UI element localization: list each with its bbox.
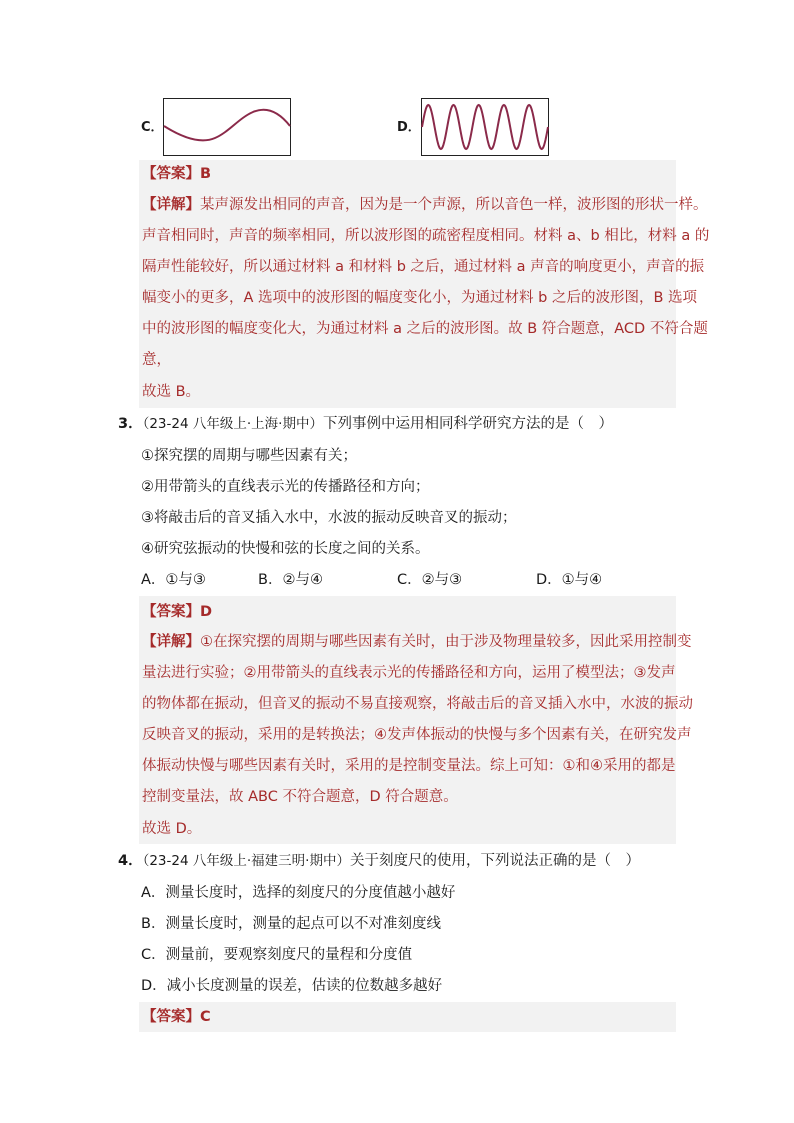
q2-conclusion: 故选 B。 — [142, 384, 201, 400]
q3-item-2: ②用带箭头的直线表示光的传播路径和方向； — [141, 479, 430, 495]
q3-choice-b[interactable]: B．②与④ — [258, 572, 323, 588]
option-d-label: D． — [397, 120, 421, 135]
q4-choice-b[interactable]: B．测量长度时，测量的起点可以不对准刻度线 — [141, 916, 441, 932]
waveform-c-figure — [163, 98, 291, 156]
q3-item-1: ①探究摆的周期与哪些因素有关； — [141, 448, 357, 464]
q3-answer-line — [142, 602, 212, 622]
q3-detail-line-4: 反映音叉的振动，采用的是转换法；④发声体振动的快慢与多个因素有关，在研究发声 — [142, 727, 692, 743]
q2-detail-line-5: 中的波形图的幅度变化大，为通过材料 a 之后的波形图。故 B 符合题意，ACD 不符合题 — [142, 321, 708, 337]
q3-number: 3． — [118, 416, 143, 432]
q2-detail-line-3: 隔声性能较好，所以通过材料 a 和材料 b 之后，通过材料 a 声音的响度更小，声音的振 — [142, 259, 705, 275]
q2-detail-line-1 — [142, 195, 708, 215]
q4-stem — [118, 851, 640, 871]
detail-tag: 【详解】 — [142, 197, 200, 213]
option-c-label: C． — [141, 120, 164, 135]
answer-tag: 【答案】 — [142, 604, 200, 620]
answer-value: B — [200, 166, 212, 182]
q4-source: （23-24 八年级上·福建三明·期中） — [142, 853, 350, 869]
q3-choice-d[interactable]: D．①与④ — [536, 572, 603, 588]
answer-value: D — [200, 604, 213, 620]
q3-source: （23-24 八年级上·上海·期中） — [142, 416, 323, 432]
q3-answer-block — [139, 596, 693, 844]
q3-item-3: ③将敲击后的音叉插入水中，水波的振动反映音叉的振动； — [141, 510, 517, 526]
answer-tag: 【答案】 — [142, 166, 200, 182]
q4-answer-line — [142, 1007, 211, 1027]
answer-value: C — [200, 1009, 211, 1025]
q4-choice-a[interactable]: A．测量长度时，选择的刻度尺的分度值越小越好 — [141, 885, 456, 901]
q3-detail-line-6: 控制变量法，故 ABC 不符合题意，D 符合题意。 — [142, 789, 458, 805]
answer-tag: 【答案】 — [142, 1009, 200, 1025]
q2-answer-line — [142, 164, 211, 184]
detail-text: ①在探究摆的周期与哪些因素有关时，由于涉及物理量较多，因此采用控制变 — [200, 634, 692, 650]
q4-answer-block — [139, 1002, 676, 1032]
q3-stem — [118, 414, 613, 434]
detail-tag: 【详解】 — [142, 634, 200, 650]
q3-choice-a[interactable]: A．①与③ — [141, 572, 206, 588]
q3-conclusion: 故选 D。 — [142, 821, 202, 837]
q3-detail-line-5: 体振动快慢与哪些因素有关时，采用的是控制变量法。综上可知：①和④采用的都是 — [142, 758, 676, 774]
q2-detail-line-2: 声音相同时，声音的频率相同，所以波形图的疏密程度相同。材料 a、b 相比，材料 a 的 — [142, 228, 710, 244]
q2-detail-line-6: 意， — [142, 352, 171, 368]
q4-question: 关于刻度尺的使用，下列说法正确的是（ ） — [349, 853, 640, 869]
q4-choice-d[interactable]: D．减小长度测量的误差，估读的位数越多越好 — [141, 978, 443, 994]
q3-item-4: ④研究弦振动的快慢和弦的长度之间的关系。 — [141, 541, 430, 557]
q4-number: 4． — [118, 853, 143, 869]
waveform-d-figure — [421, 98, 549, 156]
q3-detail-line-3: 的物体都在振动，但音叉的振动不易直接观察，将敲击后的音叉插入水中，水波的振动 — [142, 696, 693, 712]
q2-answer-block — [139, 160, 710, 408]
q3-detail-line-2: 量法进行实验；②用带箭头的直线表示光的传播路径和方向，运用了模型法；③发声 — [142, 665, 676, 681]
q2-detail-line-4: 幅变小的更多，A 选项中的波形图的幅度变化小，为通过材料 b 之后的波形图，B 选项 — [142, 290, 698, 306]
q3-choice-c[interactable]: C．②与③ — [397, 572, 463, 588]
q4-choice-c[interactable]: C．测量前，要观察刻度尺的量程和分度值 — [141, 947, 413, 963]
q3-question: 下列事例中运用相同科学研究方法的是（ ） — [322, 416, 613, 432]
detail-text: 某声源发出相同的声音，因为是一个声源，所以音色一样，波形图的形状一样。 — [200, 197, 708, 213]
q3-detail-line-1 — [142, 632, 692, 652]
